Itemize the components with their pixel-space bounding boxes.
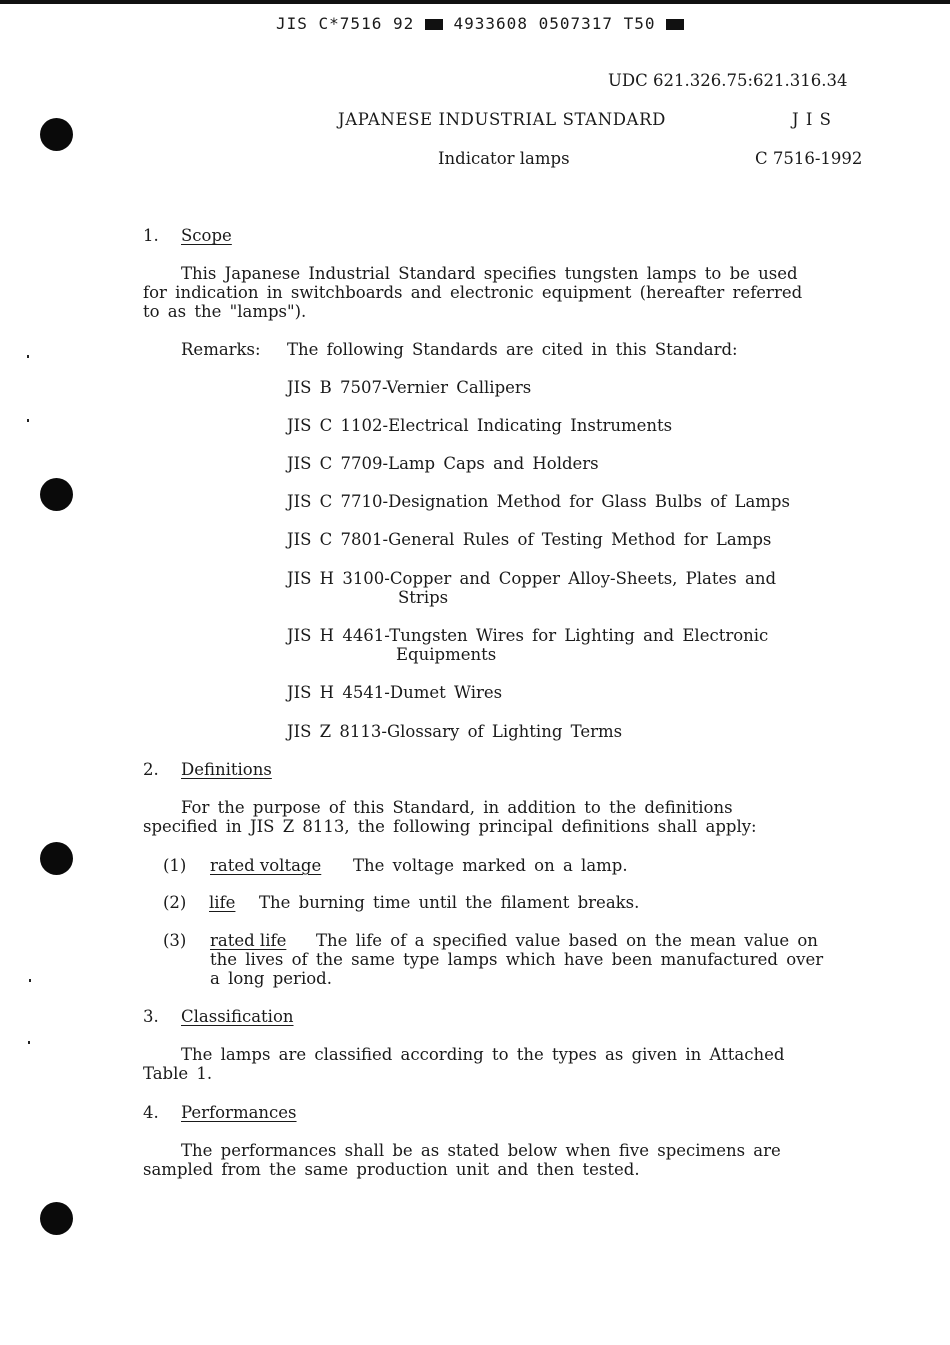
punch-hole-icon — [40, 842, 73, 875]
punch-hole-icon — [40, 1202, 73, 1235]
remarks-text: The following Standards are cited in this Standard: — [287, 340, 738, 359]
section-title-performances: Performances — [181, 1103, 297, 1122]
cited-standard: JIS H 4461-Tungsten Wires for Lighting and Electronic — [287, 626, 769, 645]
definition-number: (2) — [163, 893, 187, 912]
definitions-para-line: For the purpose of this Standard, in addition to the definitions — [181, 798, 733, 817]
jis-mark: J I S — [792, 110, 832, 129]
cited-standard: JIS H 4541-Dumet Wires — [287, 683, 503, 702]
definition-text-cont: a long period. — [210, 969, 332, 988]
performances-para-line: sampled from the same production unit and then tested. — [143, 1160, 640, 1179]
scan-speck — [28, 1041, 30, 1044]
section-number: 2. — [143, 760, 159, 779]
punch-hole-icon — [40, 478, 73, 511]
performances-para-line: The performances shall be as stated below when five specimens are — [181, 1141, 781, 1160]
scan-speck — [27, 419, 29, 422]
section-number: 1. — [143, 226, 159, 245]
redaction-block-icon — [666, 19, 684, 30]
cited-standard-cont: Equipments — [396, 645, 497, 664]
scope-para-line: This Japanese Industrial Standard specifies tungsten lamps to be used — [181, 264, 798, 283]
remarks-label: Remarks: — [181, 340, 261, 359]
classification-para-line: The lamps are classified according to the types as given in Attached — [181, 1045, 785, 1064]
definition-text: The life of a specified value based on the mean value on — [316, 931, 818, 950]
scope-para-line: for indication in switchboards and electronic equipment (hereafter referred — [143, 283, 803, 302]
udc-code: UDC 621.326.75:621.316.34 — [608, 71, 848, 90]
redaction-block-icon — [425, 19, 443, 30]
cited-standard: JIS Z 8113-Glossary of Lighting Terms — [287, 722, 623, 741]
section-title-classification: Classification — [181, 1007, 294, 1026]
section-title-definitions: Definitions — [181, 760, 272, 779]
cited-standard: JIS C 7710-Designation Method for Glass Bulbs of Lamps — [287, 492, 790, 511]
definitions-para-line: specified in JIS Z 8113, the following principal definitions shall apply: — [143, 817, 757, 836]
punch-hole-icon — [40, 118, 73, 151]
cited-standard: JIS B 7507-Vernier Callipers — [287, 378, 532, 397]
cited-standard: JIS C 7709-Lamp Caps and Holders — [287, 454, 599, 473]
definition-text-cont: the lives of the same type lamps which have been manufactured over — [210, 950, 824, 969]
section-number: 3. — [143, 1007, 159, 1026]
scope-para-line: to as the "lamps"). — [143, 302, 307, 321]
definition-text: The burning time until the filament breaks. — [259, 893, 640, 912]
cited-standard-cont: Strips — [398, 588, 449, 607]
cited-standard: JIS C 1102-Electrical Indicating Instruments — [287, 416, 673, 435]
definition-text: The voltage marked on a lamp. — [353, 856, 628, 875]
cited-standard: JIS H 3100-Copper and Copper Alloy-Sheets, Plates and — [287, 569, 777, 588]
scan-code-right: 4933608 0507317 T50 — [453, 14, 656, 33]
document-title: Indicator lamps — [438, 149, 570, 168]
scan-speck — [27, 355, 29, 358]
definition-number: (3) — [163, 931, 187, 950]
section-title-scope: Scope — [181, 226, 232, 245]
document-number: C 7516-1992 — [755, 149, 863, 168]
cited-standard: JIS C 7801-General Rules of Testing Method for Lamps — [287, 530, 772, 549]
scan-code-left: JIS C*7516 92 — [276, 14, 415, 33]
section-number: 4. — [143, 1103, 159, 1122]
definition-term: rated life — [210, 931, 287, 950]
scan-top-edge — [0, 0, 950, 4]
definition-number: (1) — [163, 856, 187, 875]
standard-heading: JAPANESE INDUSTRIAL STANDARD — [338, 110, 666, 129]
definition-term: rated voltage — [210, 856, 322, 875]
classification-para-line: Table 1. — [143, 1064, 213, 1083]
definition-term: life — [209, 893, 236, 912]
scan-speck — [29, 979, 31, 982]
scan-header-code — [276, 14, 684, 33]
